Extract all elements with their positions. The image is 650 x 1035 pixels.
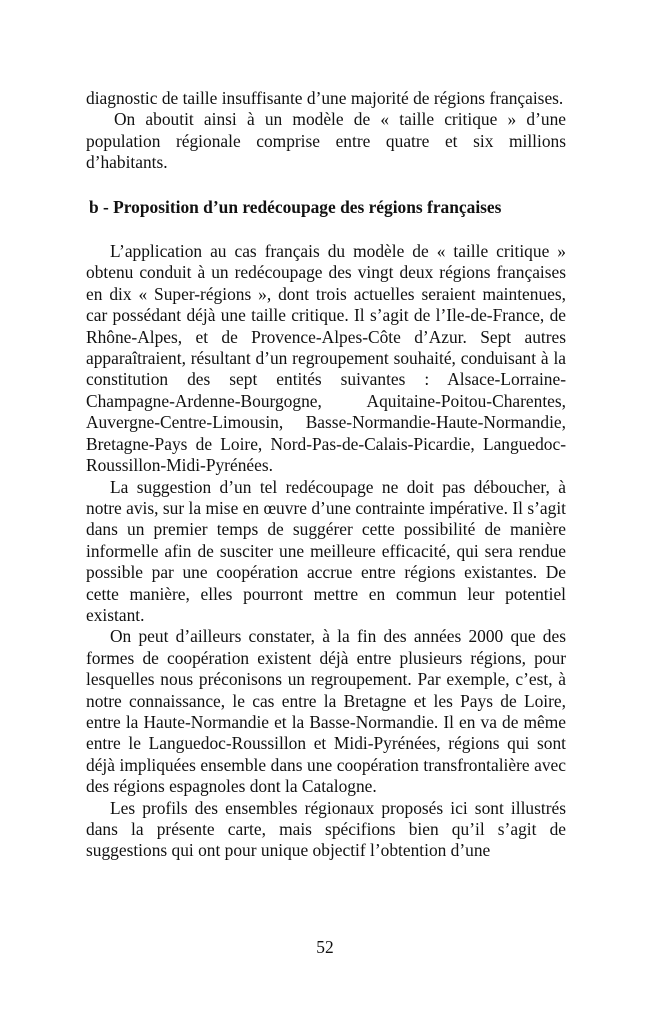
paragraph-continuation: diagnostic de taille insuffisante d’une majorité de régions françaises. [86,88,564,108]
paragraph-redecoupage: L’application au cas français du modèle de « taille critique » obtenu conduit à un redécoupage des vingt deux régions françaises en dix « Super-régions », dont trois actuelles seraient maintenues, car possédant déjà une taille critique. Il s’agit de l’Ile-de-France, de Rhône-Alpes, et de Provence-Alpes-Côte d’Azur. Sept autres apparaîtraient, résultant d’un regroupement souhaité, conduisant à la constitution des sept entités suivantes : Alsace-Lorraine-Champagne-Ardenne-Bourgogne, Aquitaine-Poitou-Charentes, Auvergne-Centre-Limousin, Basse-Normandie-Haute-Normandie, Bretagne-Pays de Loire, Nord-Pas-de-Calais-Picardie, Languedoc-Roussillon-Midi-Pyrénées. [86,241,566,476]
section-heading: b - Proposition d’un redécoupage des régions françaises [89,196,502,217]
page-body [86,88,566,862]
page-number: 52 [316,937,334,957]
paragraph-profils: Les profils des ensembles régionaux proposés ici sont illustrés dans la présente carte, mais spécifions bien qu’il s’agit de suggestions qui ont pour unique objectif l’obtention d’une [86,797,566,861]
paragraph-taille-critique: On aboutit ainsi à un modèle de « taille critique » d’une population régionale comprise entre quatre et six millions d’habitants. [86,109,566,173]
paragraph-cooperation: On peut d’ailleurs constater, à la fin des années 2000 que des formes de coopération existent déjà entre plusieurs régions, pour lesquelles nous préconisons un regroupement. Par exemple, c’est, à notre connaissance, le cas entre la Bretagne et les Pays de Loire, entre la Haute-Normandie et la Basse-Normandie. Il en va de même entre le Languedoc-Roussillon et Midi-Pyrénées, régions qui sont déjà impliquées ensemble dans une coopération transfrontalière avec des régions espagnoles dont la Catalogne. [86,626,566,797]
paragraph-suggestion: La suggestion d’un tel redécoupage ne doit pas déboucher, à notre avis, sur la mise en œuvre d’une contrainte impérative. Il s’agit dans un premier temps de suggérer cette possibilité de manière informelle afin de susciter une meilleure efficacité, qui sera rendue possible par une coopération accrue entre régions existantes. De cette manière, elles pourront mettre en commun leur potentiel existant. [86,476,566,625]
